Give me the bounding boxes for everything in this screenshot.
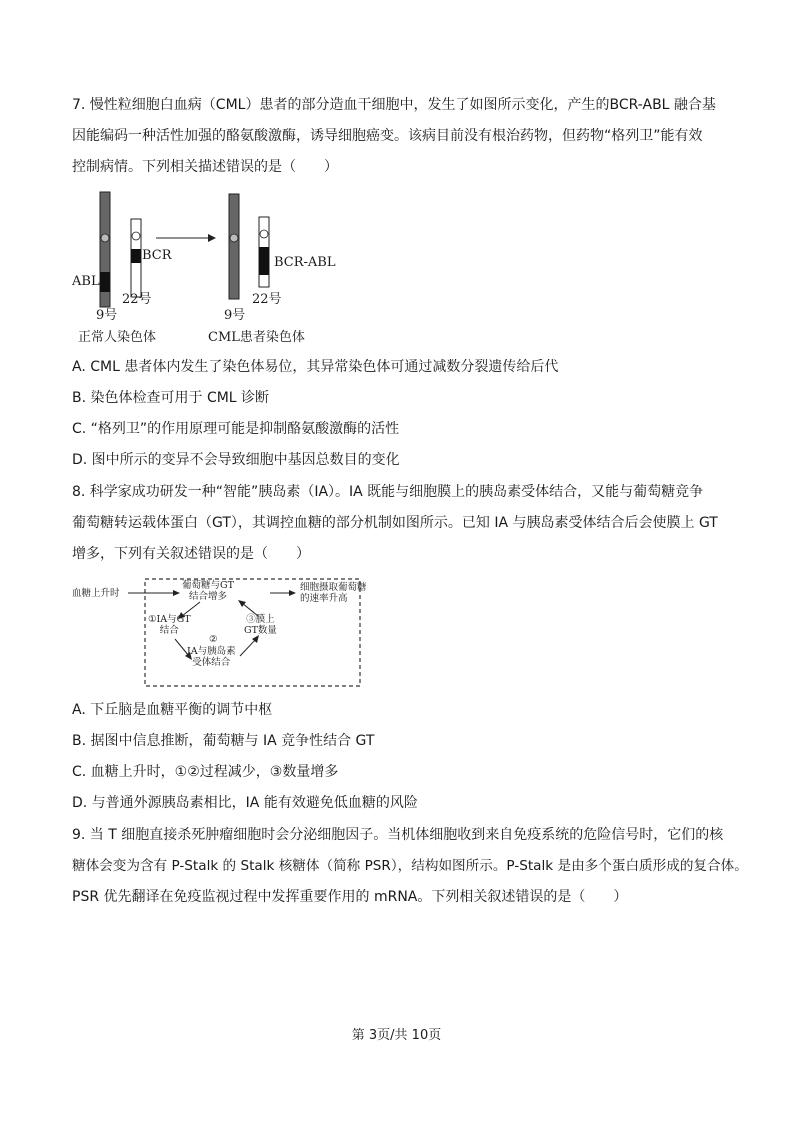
caption-cml: CML患者染色体: [208, 330, 305, 345]
q8-option-d: D. 与普通外源胰岛素相比，IA 能有效避免低血糖的风险: [72, 795, 418, 811]
node-left: ①IA与GT 结合: [148, 614, 191, 636]
chr9-right-label: 9号: [224, 308, 246, 323]
q8-stem-line3: 增多，下列有关叙述错误的是（ ）: [72, 546, 310, 562]
output-label: 细胞摄取葡萄糖 的速率升高: [300, 582, 367, 604]
chr22-right-label: 22号: [252, 292, 282, 307]
q8-option-c: C. 血糖上升时，①②过程减少，③数量增多: [72, 764, 339, 780]
q8-stem-line2: 葡萄糖转运载体蛋白（GT），其调控血糖的部分机制如图所示。已知 IA 与胰岛素受体结合后会使膜上 GT: [72, 515, 718, 531]
q7-option-d: D. 图中所示的变异不会导致细胞中基因总数目的变化: [72, 452, 400, 468]
node-right: ③膜上 GT数量: [244, 614, 277, 636]
chr9-left-label: 9号: [96, 308, 118, 323]
caption-normal: 正常人染色体: [78, 330, 157, 345]
q7-stem-line2: 因能编码一种活性加强的酪氨酸激酶，诱导细胞癌变。该病目前没有根治药物，但药物“格列卫”能有效: [72, 128, 703, 144]
node-mid-number: ②: [209, 634, 218, 645]
q9-stem-line3: PSR 优先翻译在免疫监视过程中发挥重要作用的 mRNA。下列相关叙述错误的是（ ）: [72, 889, 628, 905]
abl-label: ABL: [72, 274, 100, 289]
q8-option-b: B. 据图中信息推断，葡萄糖与 IA 竞争性结合 GT: [72, 733, 375, 749]
page-footer: 第 3页/共 10页: [351, 1028, 442, 1043]
q9-stem-line1: 9. 当 T 细胞直接杀死肿瘤细胞时会分泌细胞因子。当机体细胞收到来自免疫系统的危险信号时，它们的核: [72, 827, 724, 843]
input-label: 血糖上升时: [72, 588, 120, 599]
q8-stem-line1: 8. 科学家成功研发一种“智能”胰岛素（IA）。IA 既能与细胞膜上的胰岛素受体结合，又能与葡萄糖竞争: [72, 484, 704, 500]
q8-mechanism-diagram: [70, 576, 400, 690]
node-top: 葡萄糖与GT 结合增多: [182, 580, 234, 602]
q7-chromosome-figure: [70, 188, 340, 346]
q7-stem-line1: 7. 慢性粒细胞白血病（CML）患者的部分造血干细胞中，发生了如图所示变化，产生的BCR-ABL 融合基: [72, 97, 716, 113]
q7-option-a: A. CML 患者体内发生了染色体易位，其异常染色体可通过减数分裂遗传给后代: [72, 359, 559, 375]
bcr-label: BCR: [142, 248, 172, 263]
q7-option-b: B. 染色体检查可用于 CML 诊断: [72, 390, 270, 406]
q7-option-c: C. “格列卫”的作用原理可能是抑制酪氨酸激酶的活性: [72, 421, 400, 437]
node-bottom: IA与胰岛素 受体结合: [187, 646, 236, 668]
q8-option-a: A. 下丘脑是血糖平衡的调节中枢: [72, 702, 273, 718]
q7-stem-line3: 控制病情。下列相关描述错误的是（ ）: [72, 159, 338, 175]
q9-stem-line2: 糖体会变为含有 P-Stalk 的 Stalk 核糖体（简称 PSR），结构如图所示。P-Stalk 是由多个蛋白质形成的复合体。: [72, 858, 748, 874]
chr22-left-label: 22号: [122, 292, 152, 307]
bcr-abl-label: BCR-ABL: [274, 255, 336, 270]
